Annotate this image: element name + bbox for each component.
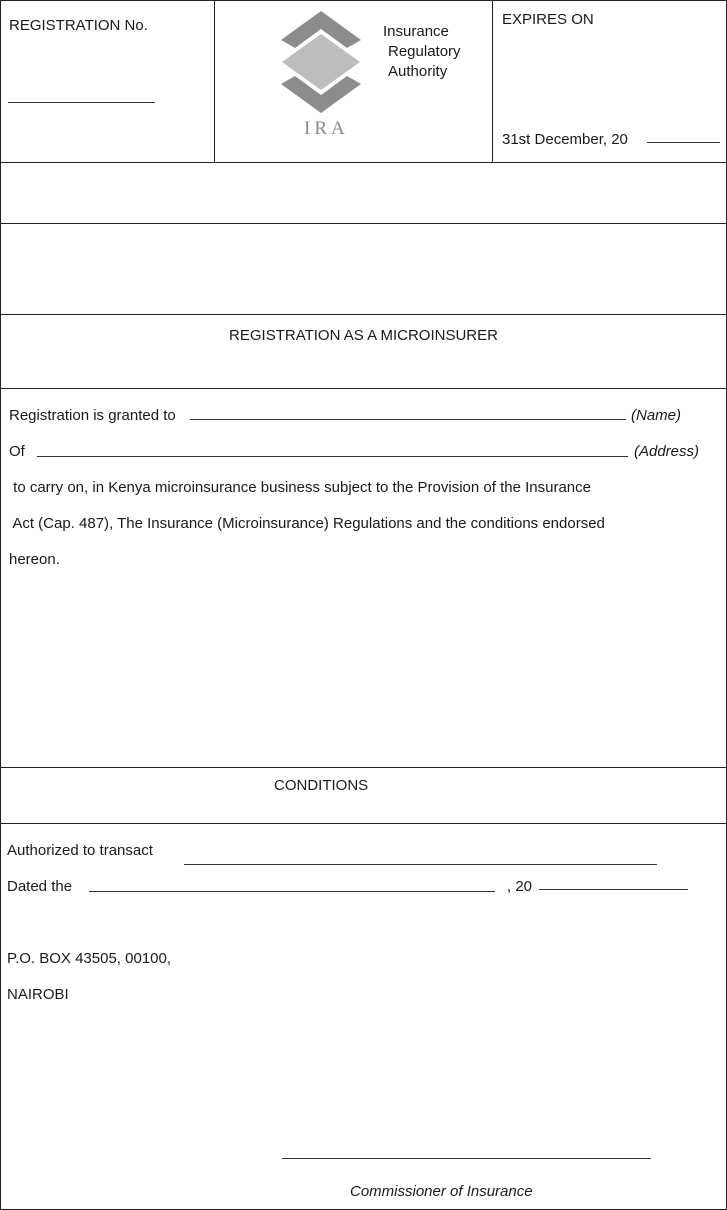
conditions-heading: CONDITIONS (274, 777, 369, 794)
of-label: Of (9, 443, 25, 460)
header-divider-left (214, 0, 215, 162)
address-field[interactable] (37, 456, 628, 457)
expires-year-field[interactable] (647, 142, 720, 143)
divider-blank-1 (0, 223, 727, 224)
name-caption: (Name) (631, 407, 682, 424)
divider-body (0, 767, 727, 768)
org-name-line-1: Insurance (383, 23, 449, 40)
body-line-2: Act (Cap. 487), The Insurance (Microinsurance) Regulations and the conditions endorsed (9, 515, 605, 532)
expires-date: 31st December, 20 (502, 131, 628, 148)
year-field[interactable] (539, 889, 688, 890)
divider-title (0, 388, 727, 389)
divider-conditions (0, 823, 727, 824)
dated-field[interactable] (89, 891, 495, 892)
signature-line[interactable] (282, 1158, 651, 1159)
org-name-line-3: Authority (388, 63, 448, 80)
registration-number-label: REGISTRATION No. (9, 17, 148, 34)
address-caption: (Address) (634, 443, 700, 460)
body-line-3: hereon. (9, 551, 60, 568)
registration-number-field[interactable] (8, 102, 155, 103)
divider-header (0, 162, 727, 163)
header-divider-right (492, 0, 493, 162)
divider-blank-2 (0, 314, 727, 315)
dated-label: Dated the (7, 878, 73, 895)
year-label: , 20 (507, 878, 533, 895)
authorized-field[interactable] (184, 864, 657, 865)
body-line-1: to carry on, in Kenya microinsurance business subject to the Provision of the Insurance (9, 479, 591, 496)
authorized-label: Authorized to transact (7, 842, 153, 859)
ira-logo-icon (280, 10, 362, 114)
ira-logo-mark: IRA (304, 118, 349, 139)
postal-address-line-1: P.O. BOX 43505, 00100, (7, 950, 172, 967)
expires-label: EXPIRES ON (502, 11, 594, 28)
granted-to-label: Registration is granted to (9, 407, 176, 424)
postal-address-line-2: NAIROBI (7, 986, 69, 1003)
signatory-caption: Commissioner of Insurance (350, 1183, 533, 1200)
org-name-line-2: Regulatory (388, 43, 461, 60)
name-field[interactable] (190, 419, 626, 420)
page-title: REGISTRATION AS A MICROINSURER (229, 327, 498, 344)
